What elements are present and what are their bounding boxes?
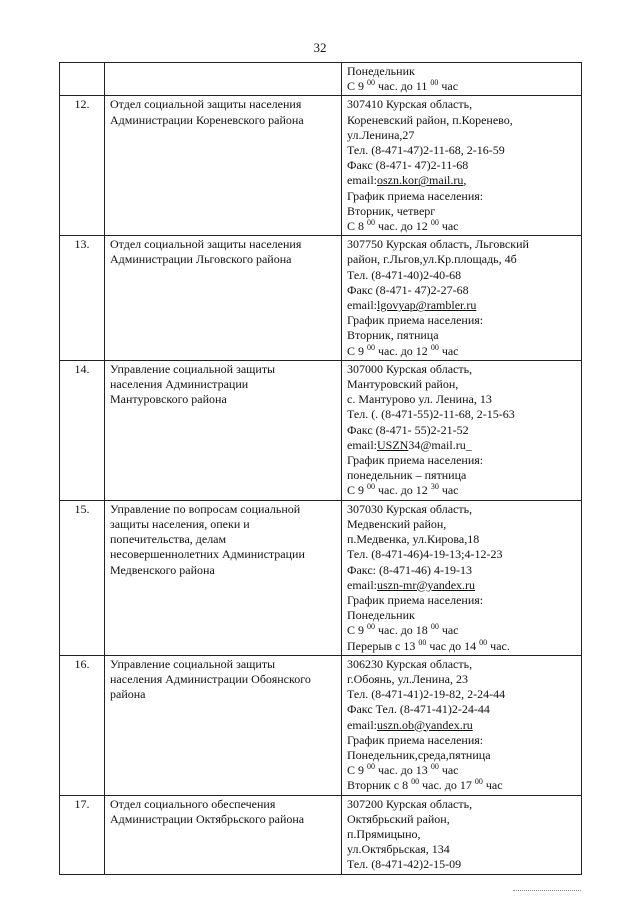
table-row (60, 360, 582, 500)
contact-line: С 9 $^{00}$ час. до 13 $^{00}$ час (347, 762, 459, 778)
contact-line: Понедельник (347, 64, 415, 78)
contact-line: email:uszn-mr@yandex.ru (347, 577, 476, 592)
organization-name (105, 360, 342, 500)
contact-line: Тел. (8-471-40)2-40-68 (347, 267, 462, 282)
row-number: 13. (60, 236, 105, 361)
contact-line: Вторник, пятница (347, 328, 439, 343)
row-number: 12. (60, 96, 105, 236)
organization-line: Медвенского района (110, 562, 215, 577)
contact-line: Понедельник,среда,пятница (347, 747, 491, 762)
contact-line: п.Медвенка, ул.Кирова,18 (347, 532, 480, 547)
contact-line: Тел. (. (8-471-55)2-11-68, 2-15-63 (347, 407, 515, 422)
contact-line: Факс (8-471- 47)2-27-68 (347, 282, 469, 297)
organization-line: Отдел социального обеспечения (110, 796, 276, 811)
organization-line: Управление социальной защиты (110, 361, 276, 376)
table-row (60, 655, 582, 795)
directory-table (59, 62, 582, 875)
contact-line: Факс (8-471- 47)2-11-68 (347, 158, 469, 173)
contact-line: email:USZN34@mail.ru_ (347, 437, 472, 452)
row-number: 17. (60, 795, 105, 874)
contact-info (342, 500, 582, 655)
contact-line: Тел. (8-471-46)4-19-13;4-12-23 (347, 547, 503, 562)
contact-line: Факс: (8-471-46) 4-19-13 (347, 562, 472, 577)
organization-name (105, 795, 342, 874)
contact-line: с. Мантурово ул. Ленина, 13 (347, 392, 492, 407)
organization-name (105, 96, 342, 236)
contact-line: С 9 $^{00}$ час. до 11 $^{00}$ час (347, 78, 459, 94)
table-row (60, 500, 582, 655)
contact-line: С 9 $^{00}$ час. до 12 $^{00}$ час (347, 342, 459, 358)
contact-line: График приема населения: (347, 592, 484, 607)
contact-line: ул.Октябрьская, 134 (347, 842, 450, 857)
contact-line: 306230 Курская область, (347, 656, 473, 671)
contact-line: Кореневский район, п.Коренево, (347, 112, 513, 127)
contact-info (342, 96, 582, 236)
table-row (60, 236, 582, 361)
table-row (60, 63, 582, 96)
email-link: uszn-mr@yandex.ru (377, 577, 476, 592)
page-number: 32 (313, 40, 327, 55)
contact-line: 307030 Курская область, (347, 501, 473, 516)
contact-line: График приема населения: (347, 732, 484, 747)
organization-line: Мантуровского района (110, 392, 227, 407)
contact-info (342, 63, 582, 96)
organization-line: Администрации Октябрьского района (110, 811, 305, 826)
organization-name (105, 655, 342, 795)
contact-line: Вторник, четверг (347, 203, 436, 218)
organization-line: Отдел социальной защиты населения (110, 97, 302, 112)
organization-name (105, 236, 342, 361)
contact-line: понедельник – пятница (347, 468, 467, 483)
organization-line: Отдел социальной защиты населения (110, 237, 302, 252)
organization-line: населения Администрации (110, 377, 249, 392)
contact-line: email:oszn.kor@mail.ru, (347, 173, 467, 188)
contact-info (342, 360, 582, 500)
email-link: USZN (377, 437, 409, 452)
contact-line: 307200 Курская область, (347, 796, 473, 811)
organization-line: населения Администрации Обоянского (110, 671, 311, 686)
contact-line: Вторник с 8 $^{00}$ час. до 17 $^{00}$ час (347, 777, 503, 793)
table-row (60, 96, 582, 236)
row-number: 14. (60, 360, 105, 500)
organization-name (105, 63, 342, 96)
contact-line: email:uszn.ob@yandex.ru (347, 717, 473, 732)
organization-line: Управление по вопросам социальной (110, 501, 301, 516)
contact-line: Тел. (8-471-47)2-11-68, 2-16-59 (347, 143, 505, 158)
contact-line: г.Обоянь, ул.Ленина, 23 (347, 671, 468, 686)
email-link: lgovyap@rambler.ru (377, 298, 477, 313)
contact-line: Мантуровский район, (347, 377, 459, 392)
row-number: 16. (60, 655, 105, 795)
contact-info (342, 795, 582, 874)
organization-line: несовершеннолетних Администрации (110, 547, 305, 562)
organization-line: Администрации Кореневского района (110, 112, 304, 127)
organization-line: Администрации Льговского района (110, 252, 292, 267)
contact-line: email:lgovyap@rambler.ru (347, 298, 477, 313)
contact-line: 307410 Курская область, (347, 97, 473, 112)
contact-line: 307750 Курская область, Льговский (347, 237, 529, 252)
contact-line: Понедельник (347, 608, 415, 623)
contact-info (342, 236, 582, 361)
contact-line: 307000 Курская область, (347, 361, 473, 376)
contact-line: С 9 $^{00}$ час. до 18 $^{00}$ час (347, 622, 459, 638)
organization-line: защиты населения, опеки и (110, 516, 250, 531)
row-number: 15. (60, 500, 105, 655)
contact-line: Перерыв с 13 $^{00}$ час до 14 $^{00}$ час. (347, 637, 510, 653)
contact-line: С 8 $^{00}$ час. до 12 $^{00}$ час (347, 218, 459, 234)
contact-line: С 9 $^{00}$ час. до 12 $^{30}$ час (347, 482, 459, 498)
contact-line: Факс Тел. (8-471-41)2-24-44 (347, 702, 490, 717)
contact-line: ул.Ленина,27 (347, 127, 415, 142)
table-row (60, 795, 582, 874)
contact-line: График приема населения: (347, 188, 484, 203)
contact-line: График приема населения: (347, 313, 484, 328)
organization-line: района (110, 687, 146, 702)
contact-line: район, г.Льгов,ул.Кр.площадь, 4б (347, 252, 517, 267)
contact-line: п.Прямицыно, (347, 826, 421, 841)
email-link: uszn.ob@yandex.ru (377, 717, 473, 732)
contact-line: Тел. (8-471-41)2-19-82, 2-24-44 (347, 687, 506, 702)
organization-line: Управление социальной защиты (110, 656, 276, 671)
table-body (60, 63, 582, 875)
row-number (60, 63, 105, 96)
contact-line: Тел. (8-471-42)2-15-09 (347, 857, 462, 872)
contact-line: Октябрьский район, (347, 811, 450, 826)
email-link: oszn.kor@mail.ru (377, 173, 464, 188)
contact-line: График приема населения: (347, 453, 484, 468)
contact-line: Медвенский район, (347, 516, 447, 531)
contact-info (342, 655, 582, 795)
organization-line: попечительства, делам (110, 532, 227, 547)
bottom-dotted-line (513, 890, 581, 891)
contact-line: Факс (8-471- 55)2-21-52 (347, 422, 469, 437)
organization-name (105, 500, 342, 655)
